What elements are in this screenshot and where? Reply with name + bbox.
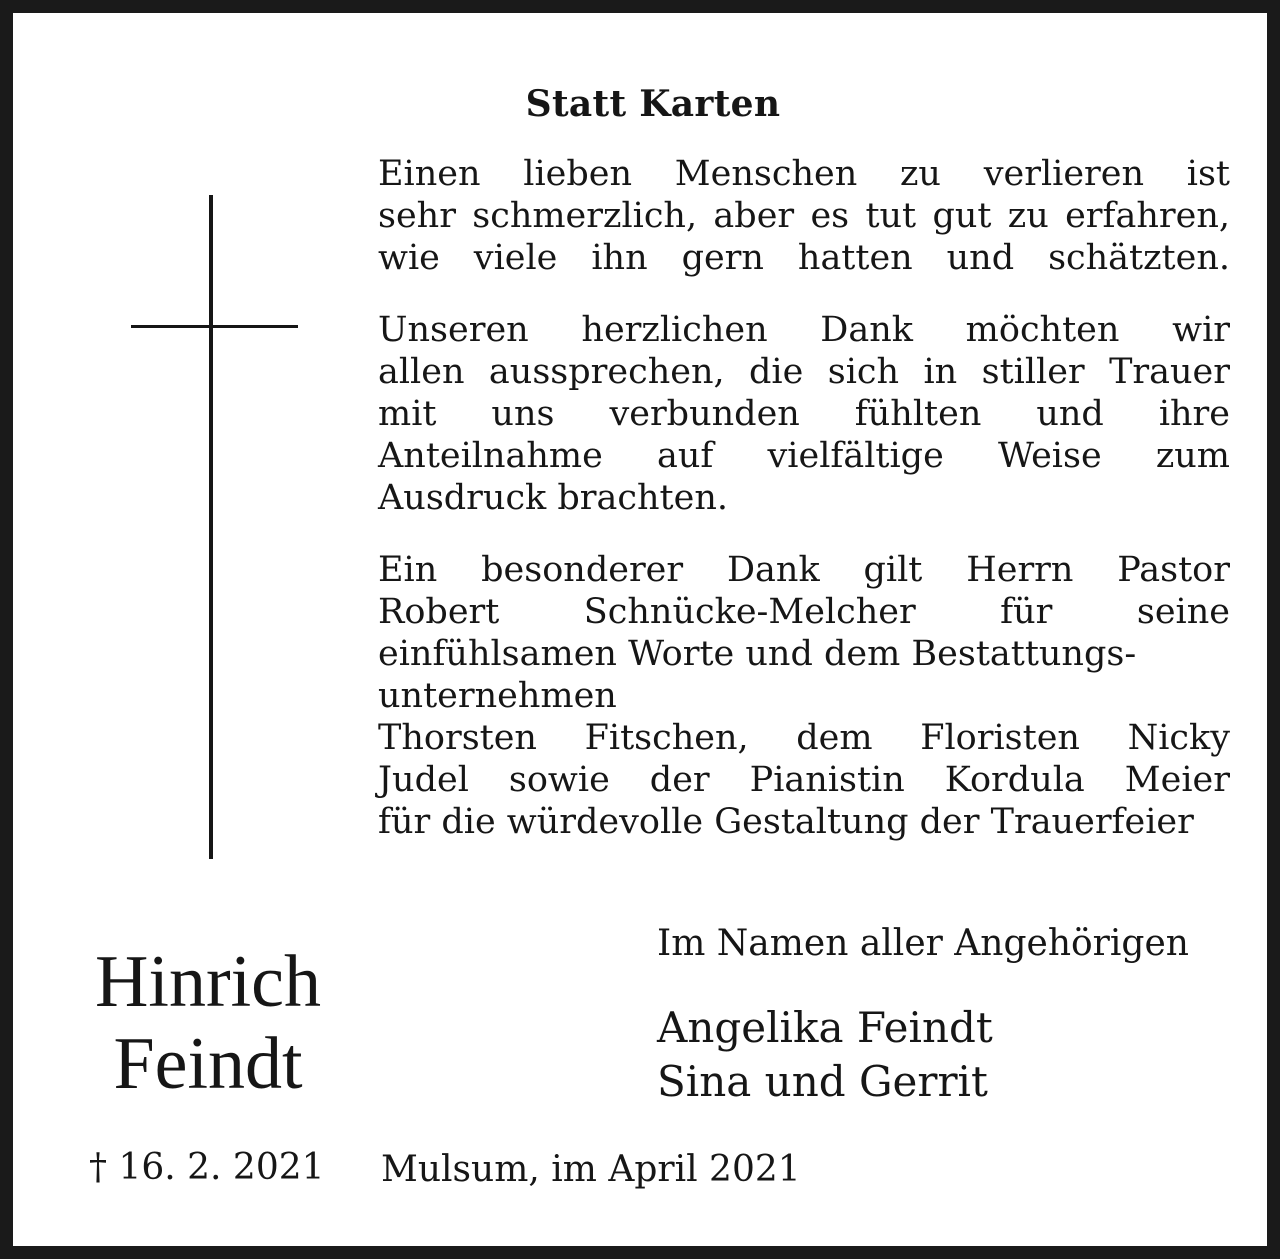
death-date: † 16. 2. 2021 [89,1147,325,1188]
signature-names [657,1001,993,1109]
text-line: Thorsten Fitschen, dem Floristen Nicky [378,718,1230,758]
text-line: Unseren herzlichen Dank möchten wir [378,310,1230,350]
deceased-last-name: Feindt [113,1023,303,1105]
text-line: einfühlsamen Worte und dem Bestattungs- [378,634,1137,674]
thanks-text [378,153,1230,873]
text-line: Ausdruck brachten. [378,478,728,518]
deceased-name [53,941,363,1105]
paragraph-2 [378,309,1230,519]
paragraph-3 [378,549,1230,843]
text-line: Robert Schnücke-Melcher für seine [378,592,1230,632]
place-and-date: Mulsum, im April 2021 [381,1149,801,1190]
text-line: mit uns verbunden fühlten und ihre [378,394,1230,434]
signature-name: Sina und Gerrit [657,1057,988,1106]
notice-heading: Statt Karten [525,83,781,125]
paragraph-1 [378,153,1230,279]
cross-horizontal-bar [131,325,298,328]
text-line: unternehmen [378,676,617,716]
text-line: Anteilnahme auf vielfältige Weise zum [378,436,1230,476]
text-line: sehr schmerzlich, aber es tut gut zu erfahren, [378,196,1230,236]
text-line: Judel sowie der Pianistin Kordula Meier [378,760,1230,800]
text-line: allen aussprechen, die sich in stiller Trauer [378,352,1230,392]
text-line: Ein besonderer Dank gilt Herrn Pastor [378,550,1230,590]
text-line: für die würdevolle Gestaltung der Trauerfeier [378,802,1194,842]
signature-intro: Im Namen aller Angehörigen [657,923,1189,964]
text-line: wie viele ihn gern hatten und schätzten. [378,238,1230,278]
text-line: Einen lieben Menschen zu verlieren ist [378,154,1230,194]
deceased-first-name: Hinrich [94,941,322,1023]
signature-name: Angelika Feindt [657,1003,993,1052]
cross-vertical-bar [209,195,213,859]
